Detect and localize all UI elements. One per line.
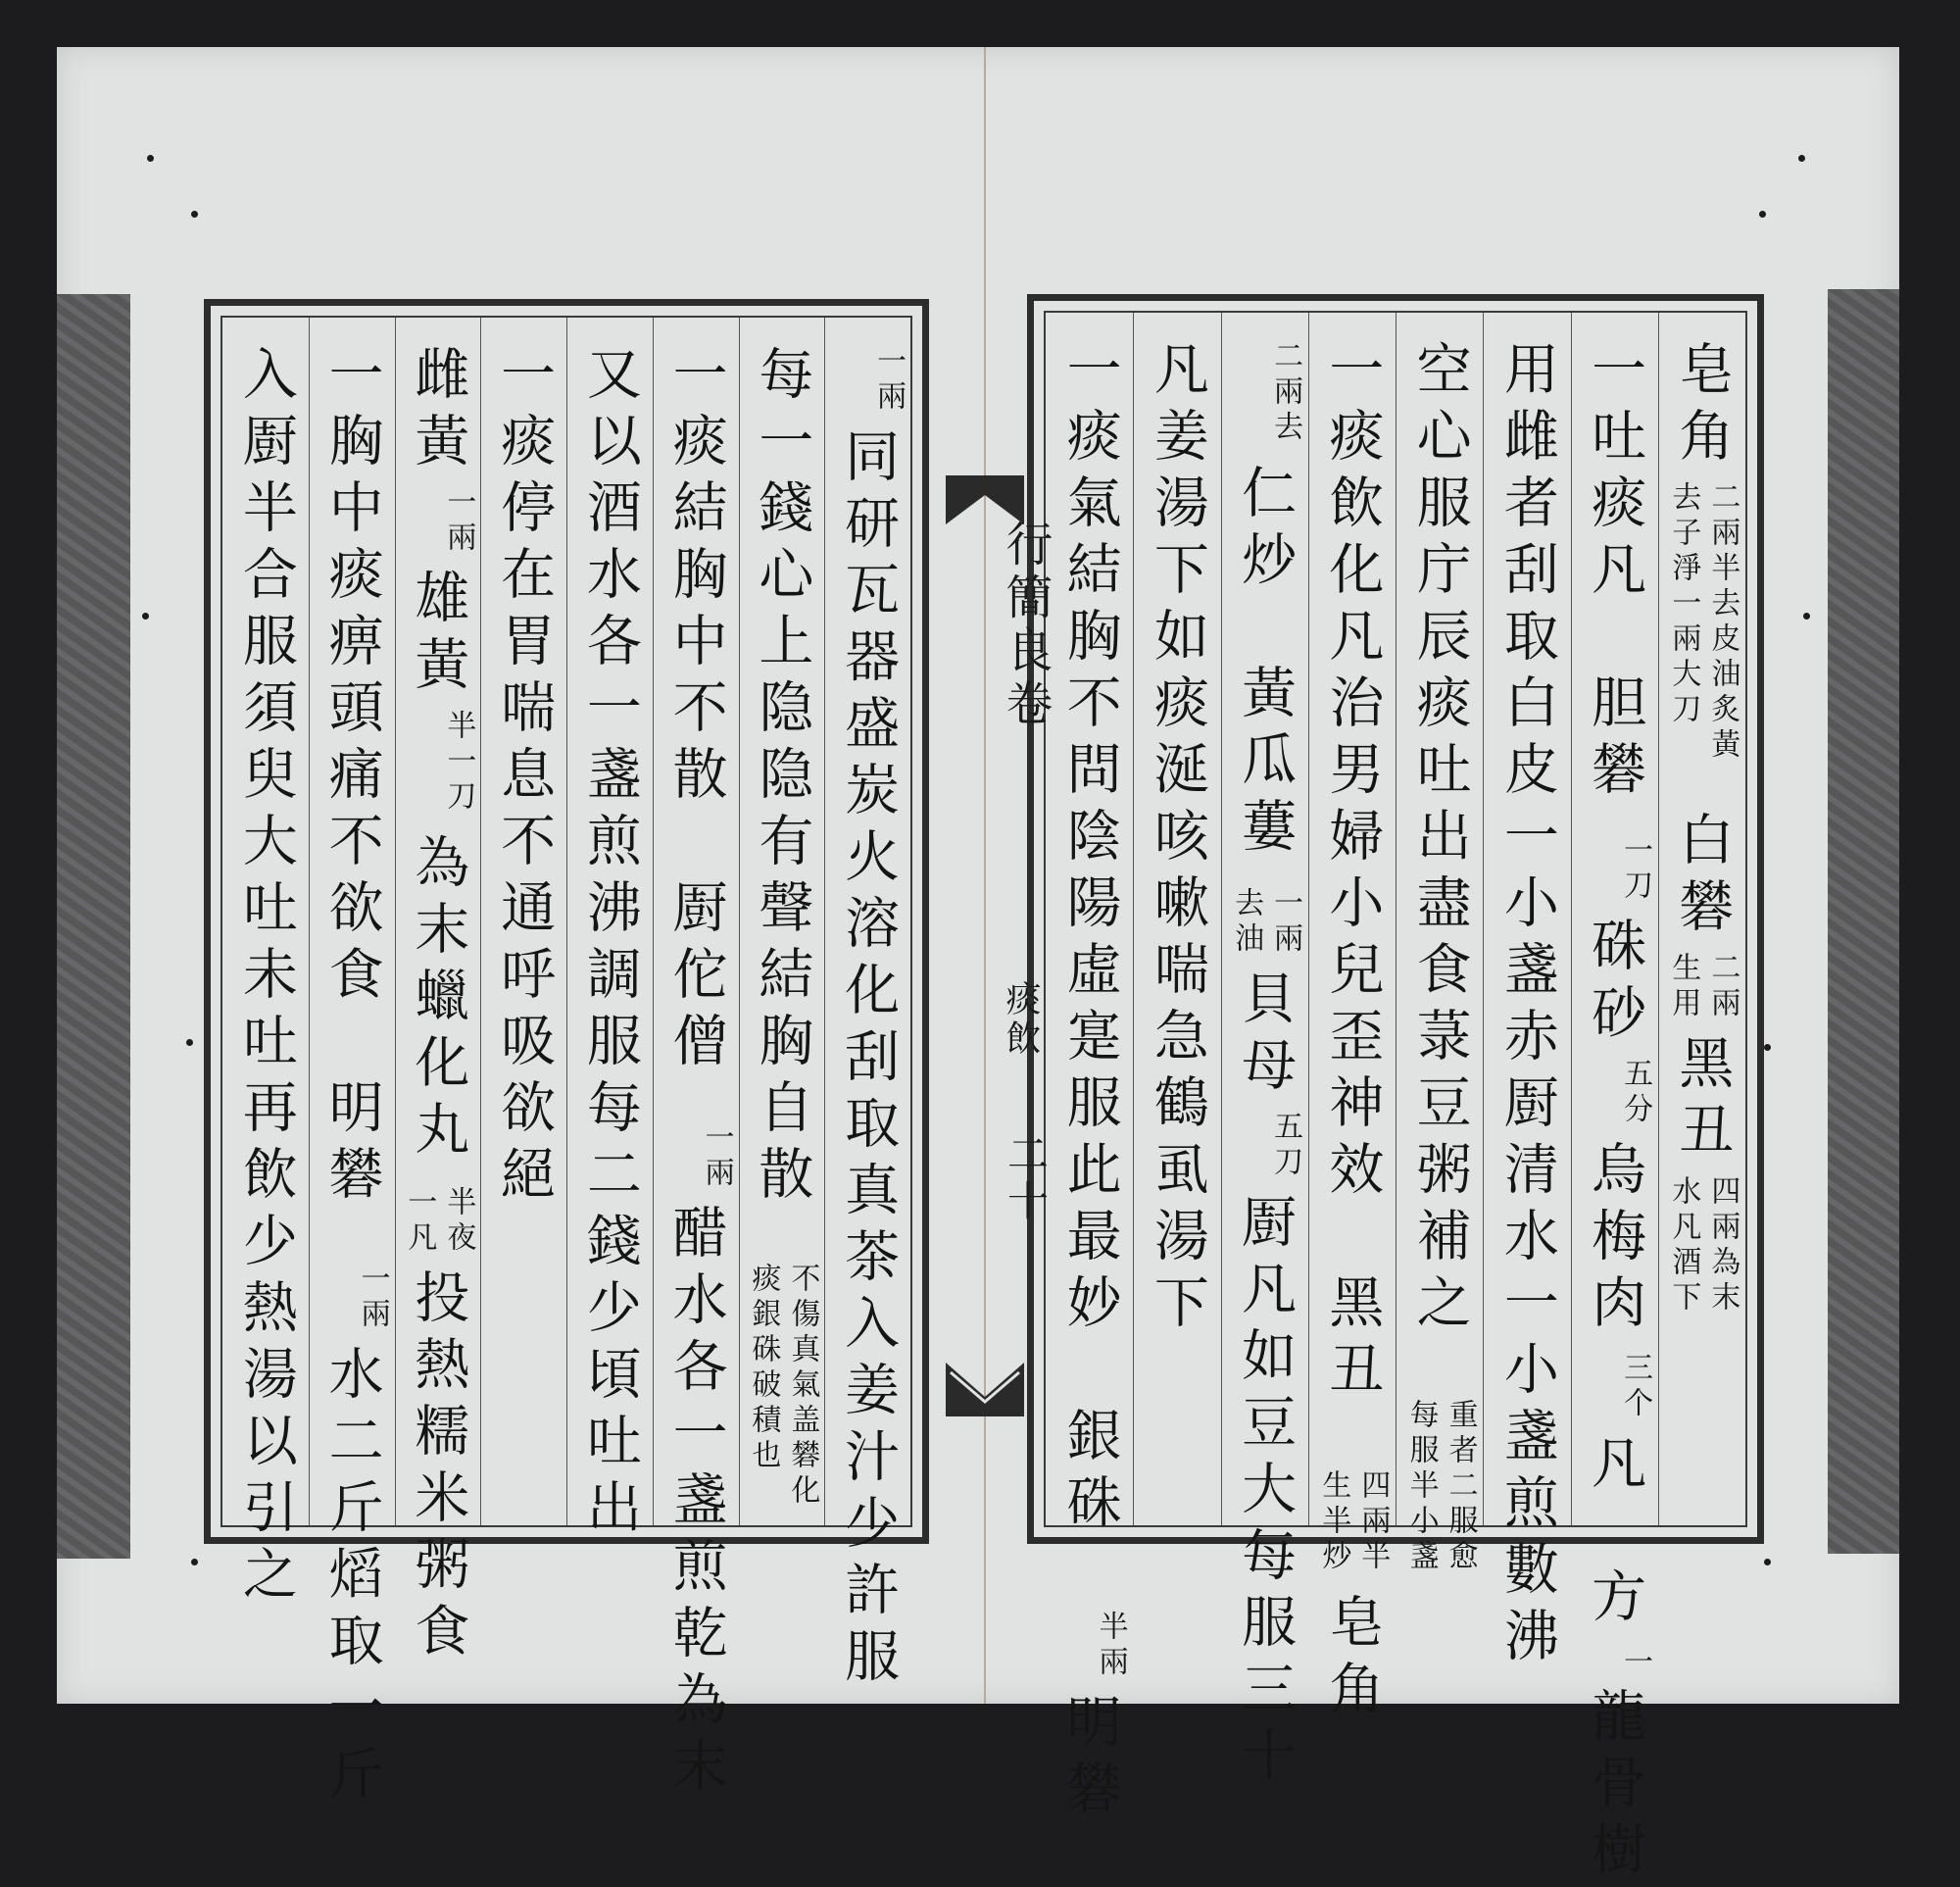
main-text: 投熱糯米粥食 bbox=[406, 1268, 470, 1668]
main-text: 貝母 bbox=[1233, 969, 1298, 1103]
main-text: 入㕑半合服須臾大吐未吐再飲少熱湯以引之 bbox=[233, 345, 298, 1612]
column-rule bbox=[1133, 313, 1134, 1525]
annotation-note: 五分 bbox=[1618, 1058, 1653, 1128]
main-text: 一痰飲化凡治男婦小兒歪神效 黑丑 bbox=[1320, 340, 1385, 1407]
annotation-note: 半一刀 bbox=[441, 710, 476, 816]
binding-hole bbox=[191, 211, 198, 218]
main-text: 雄黃 bbox=[406, 569, 470, 702]
main-text: 水二斤熖取一斤 bbox=[319, 1345, 384, 1812]
text-column bbox=[223, 345, 308, 1612]
main-text: 仁炒 黃瓜蔞 bbox=[1233, 464, 1298, 864]
main-text: 醋水各一盞煎乾為末 bbox=[663, 1204, 728, 1804]
annotation-note: 二兩 bbox=[1705, 952, 1740, 1022]
annotation-note: 二兩半去皮油炙黃 bbox=[1705, 481, 1740, 764]
main-text: 黑丑 bbox=[1670, 1034, 1735, 1167]
text-column bbox=[395, 345, 479, 1668]
annotation-note: 每服半小盞 bbox=[1403, 1399, 1439, 1575]
main-text: 白礬 bbox=[1670, 811, 1735, 944]
main-text: 雌黃 bbox=[406, 345, 470, 478]
main-text: 一痰結胸中不散 㕑佗僧 bbox=[663, 345, 728, 1078]
column-rule bbox=[1483, 313, 1484, 1525]
annotation-note: 五刀 bbox=[1268, 1111, 1303, 1181]
binding-hole bbox=[1803, 613, 1810, 620]
main-text: 同研瓦器盛炭火溶化刮取真茶入姜汁少許服 bbox=[836, 427, 901, 1694]
main-text: 用雌者刮取白皮一小盞赤㕑清水一小盞煎數沸 bbox=[1494, 340, 1559, 1673]
column-rule bbox=[1658, 313, 1659, 1525]
main-text: 烏梅肉 bbox=[1583, 1140, 1647, 1340]
annotation-note: 重者二服愈 bbox=[1443, 1399, 1478, 1575]
text-column bbox=[654, 345, 738, 1804]
column-rule bbox=[480, 318, 481, 1525]
center-fold bbox=[984, 47, 986, 1704]
binding-hole bbox=[1759, 211, 1766, 218]
annotation-note: 去油 bbox=[1229, 887, 1264, 958]
binding-hole bbox=[1798, 155, 1805, 162]
text-column bbox=[567, 345, 652, 1545]
main-text: 一胸中痰痹頭痛不欲食 明礬 bbox=[319, 345, 384, 1212]
text-column bbox=[825, 345, 909, 1694]
main-text: 一吐痰凡 胆礬 bbox=[1583, 340, 1647, 807]
annotation-note: 一兩 bbox=[1268, 887, 1303, 958]
annotation-note: 一兩 bbox=[699, 1121, 734, 1192]
text-column bbox=[1135, 340, 1219, 1516]
binding-hole bbox=[142, 613, 149, 620]
main-text: 龍骨樹 bbox=[1583, 1687, 1647, 1887]
main-text: 㕑凡如豆大每服三十 bbox=[1233, 1193, 1298, 1793]
binding-hole bbox=[191, 1559, 198, 1565]
annotation-note: 一兩 bbox=[441, 486, 476, 557]
annotation-note: 生用 bbox=[1666, 952, 1701, 1022]
annotation-note: 四兩半 bbox=[1355, 1469, 1391, 1575]
annotation-note: 去子淨一兩大刀 bbox=[1666, 481, 1701, 728]
main-text: 又以酒水各一盞煎沸調服每二錢少頃吐出 bbox=[577, 345, 642, 1545]
main-text: 硃砂 bbox=[1583, 917, 1647, 1050]
column-rule bbox=[309, 318, 310, 1525]
page-number: 二十 bbox=[1002, 1132, 1050, 1226]
text-column bbox=[310, 345, 394, 1812]
text-column bbox=[1485, 340, 1569, 1673]
main-text: 為末蠟化丸 bbox=[406, 833, 470, 1167]
column-rule bbox=[739, 318, 740, 1525]
annotation-note: 一凡 bbox=[402, 1186, 437, 1257]
text-column bbox=[739, 345, 823, 1521]
binding-hole bbox=[186, 1039, 193, 1046]
left-page-columns bbox=[220, 316, 912, 1812]
annotation-note: 生半炒 bbox=[1316, 1469, 1351, 1575]
left-page-frame bbox=[204, 299, 929, 1812]
annotation-note: 半兩 bbox=[1093, 1611, 1128, 1681]
text-column bbox=[1048, 340, 1132, 1826]
right-page-columns bbox=[1044, 311, 1747, 1887]
fish-tail-mark-bottom bbox=[941, 1358, 1029, 1426]
main-text: 明礬 bbox=[1057, 1693, 1122, 1826]
text-column bbox=[1659, 340, 1743, 1516]
text-column bbox=[1309, 340, 1394, 1726]
annotation-note: 一兩 bbox=[355, 1263, 390, 1333]
main-text: 一痰氣結胸不問陰陽虛寔服此最妙 銀硃 bbox=[1057, 340, 1122, 1540]
column-rule bbox=[566, 318, 567, 1525]
main-text: 空心服庁辰痰吐出盡食菉豆粥補之 bbox=[1407, 340, 1472, 1340]
column-rule bbox=[1308, 313, 1309, 1525]
annotation-note: 二兩去 bbox=[1268, 340, 1303, 446]
annotation-note: 一刀 bbox=[1618, 834, 1653, 905]
main-text: 每一錢心上隐隐有聲結胸自散 bbox=[750, 345, 814, 1212]
text-column bbox=[1397, 340, 1482, 1575]
binding-hole bbox=[147, 155, 154, 162]
annotation-note: 半夜 bbox=[441, 1186, 476, 1257]
rubbing-strip-left bbox=[57, 294, 130, 1559]
right-page-frame bbox=[1027, 294, 1764, 1887]
column-rule bbox=[1221, 313, 1222, 1525]
main-text: 皂角 bbox=[1320, 1593, 1385, 1726]
column-rule bbox=[653, 318, 654, 1525]
text-column bbox=[1572, 340, 1656, 1887]
binding-hole bbox=[1764, 1559, 1771, 1565]
annotation-note: 三个 bbox=[1618, 1352, 1653, 1422]
annotation-note: 四兩為末 bbox=[1705, 1175, 1740, 1316]
column-rule bbox=[395, 318, 396, 1525]
column-rule bbox=[1571, 313, 1572, 1525]
book-title: 行簡良卷 bbox=[998, 520, 1053, 731]
main-text: 一痰停在胃喘息不通呼吸欲絕 bbox=[492, 345, 557, 1212]
rubbing-strip-right bbox=[1828, 289, 1899, 1554]
annotation-note: 一兩 bbox=[871, 345, 906, 416]
annotation-note: 一 bbox=[1618, 1646, 1653, 1681]
binding-hole bbox=[1764, 1044, 1771, 1051]
main-text: 凡姜湯下如痰涎咳嗽喘急鶴虱湯下 bbox=[1145, 340, 1209, 1340]
section-title: 痰飲 bbox=[1001, 980, 1041, 1059]
text-column bbox=[1222, 340, 1306, 1793]
main-text: 凡 方 bbox=[1583, 1434, 1647, 1634]
main-text: 皂角 bbox=[1670, 340, 1735, 473]
annotation-note: 痰銀硃破積也 bbox=[746, 1263, 781, 1474]
annotation-note: 水凡酒下 bbox=[1666, 1175, 1701, 1316]
text-column bbox=[481, 345, 565, 1521]
column-rule bbox=[824, 318, 825, 1525]
annotation-note: 不傷真氣盖礬化 bbox=[785, 1263, 820, 1510]
